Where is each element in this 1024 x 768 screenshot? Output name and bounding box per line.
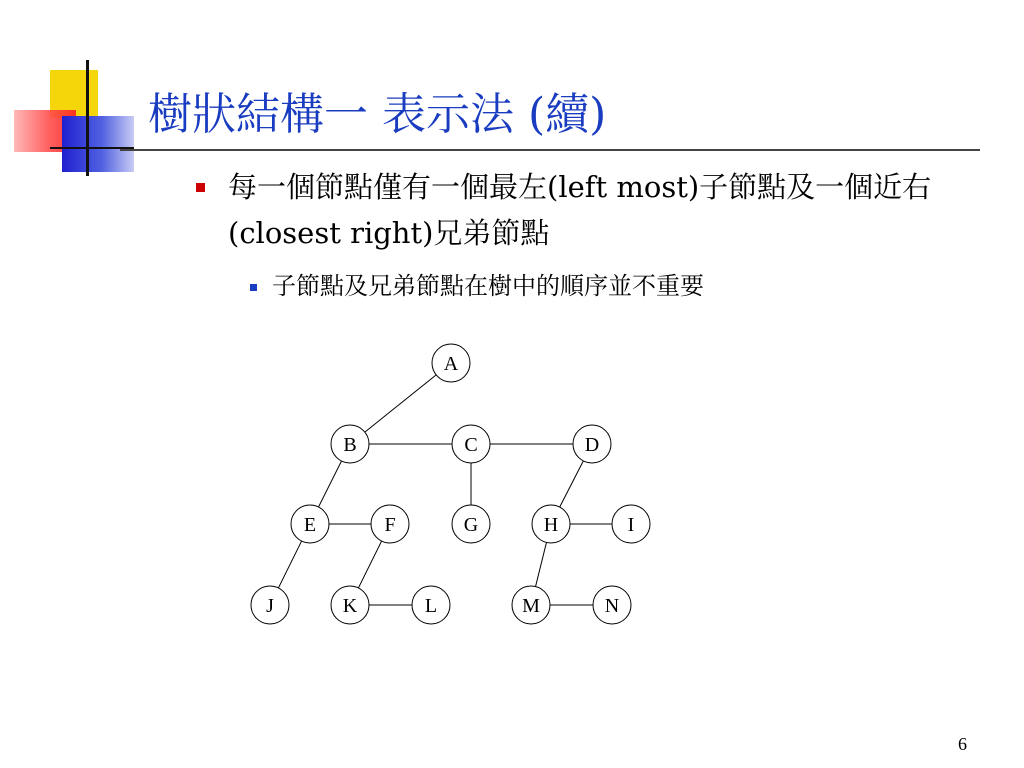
tree-node-g (452, 505, 490, 543)
tree-node-m (512, 586, 550, 624)
tree-node-i (612, 505, 650, 543)
tree-node-label: I (627, 514, 635, 536)
child-edge-B-E (318, 461, 341, 507)
child-edge-D-H (560, 461, 584, 507)
tree-node-a (432, 344, 470, 382)
slide-title: 樹狀結構一 表示法 (續) (148, 89, 607, 140)
tree-node-l (412, 586, 450, 624)
tree-node-label: F (384, 514, 396, 536)
tree-node-label: J (266, 595, 274, 617)
tree-node-label: B (343, 434, 357, 456)
tree-node-d (573, 425, 611, 463)
page-number: 6 (958, 734, 967, 754)
tree-node-label: D (584, 434, 600, 456)
tree-node-label: M (522, 595, 540, 617)
tree-node-label: N (604, 595, 620, 617)
tree-node-label: C (464, 434, 478, 456)
tree-node-n (593, 586, 631, 624)
tree-node-label: A (443, 353, 459, 375)
child-edge-A-B (365, 375, 436, 432)
child-edge-E-J (278, 541, 301, 588)
tree-node-e (291, 505, 329, 543)
tree-node-label: H (543, 514, 559, 536)
tree-node-label: G (463, 514, 479, 536)
bullet-level1-text: 每一個節點僅有一個最左(left most)子節點及一個近右(closest right)兄弟節點 (228, 170, 932, 250)
child-edge-H-M (536, 542, 547, 586)
tree-node-k (331, 586, 369, 624)
tree-node-label: K (342, 595, 358, 617)
tree-node-b (331, 425, 369, 463)
child-edge-F-K (358, 541, 381, 588)
tree-node-f (371, 505, 409, 543)
bullet-level2-text: 子節點及兄弟節點在樹中的順序並不重要 (272, 272, 704, 300)
tree-node-j (251, 586, 289, 624)
tree-node-label: L (424, 595, 438, 617)
tree-node-c (452, 425, 490, 463)
tree-node-h (532, 505, 570, 543)
tree-node-label: E (303, 514, 317, 536)
